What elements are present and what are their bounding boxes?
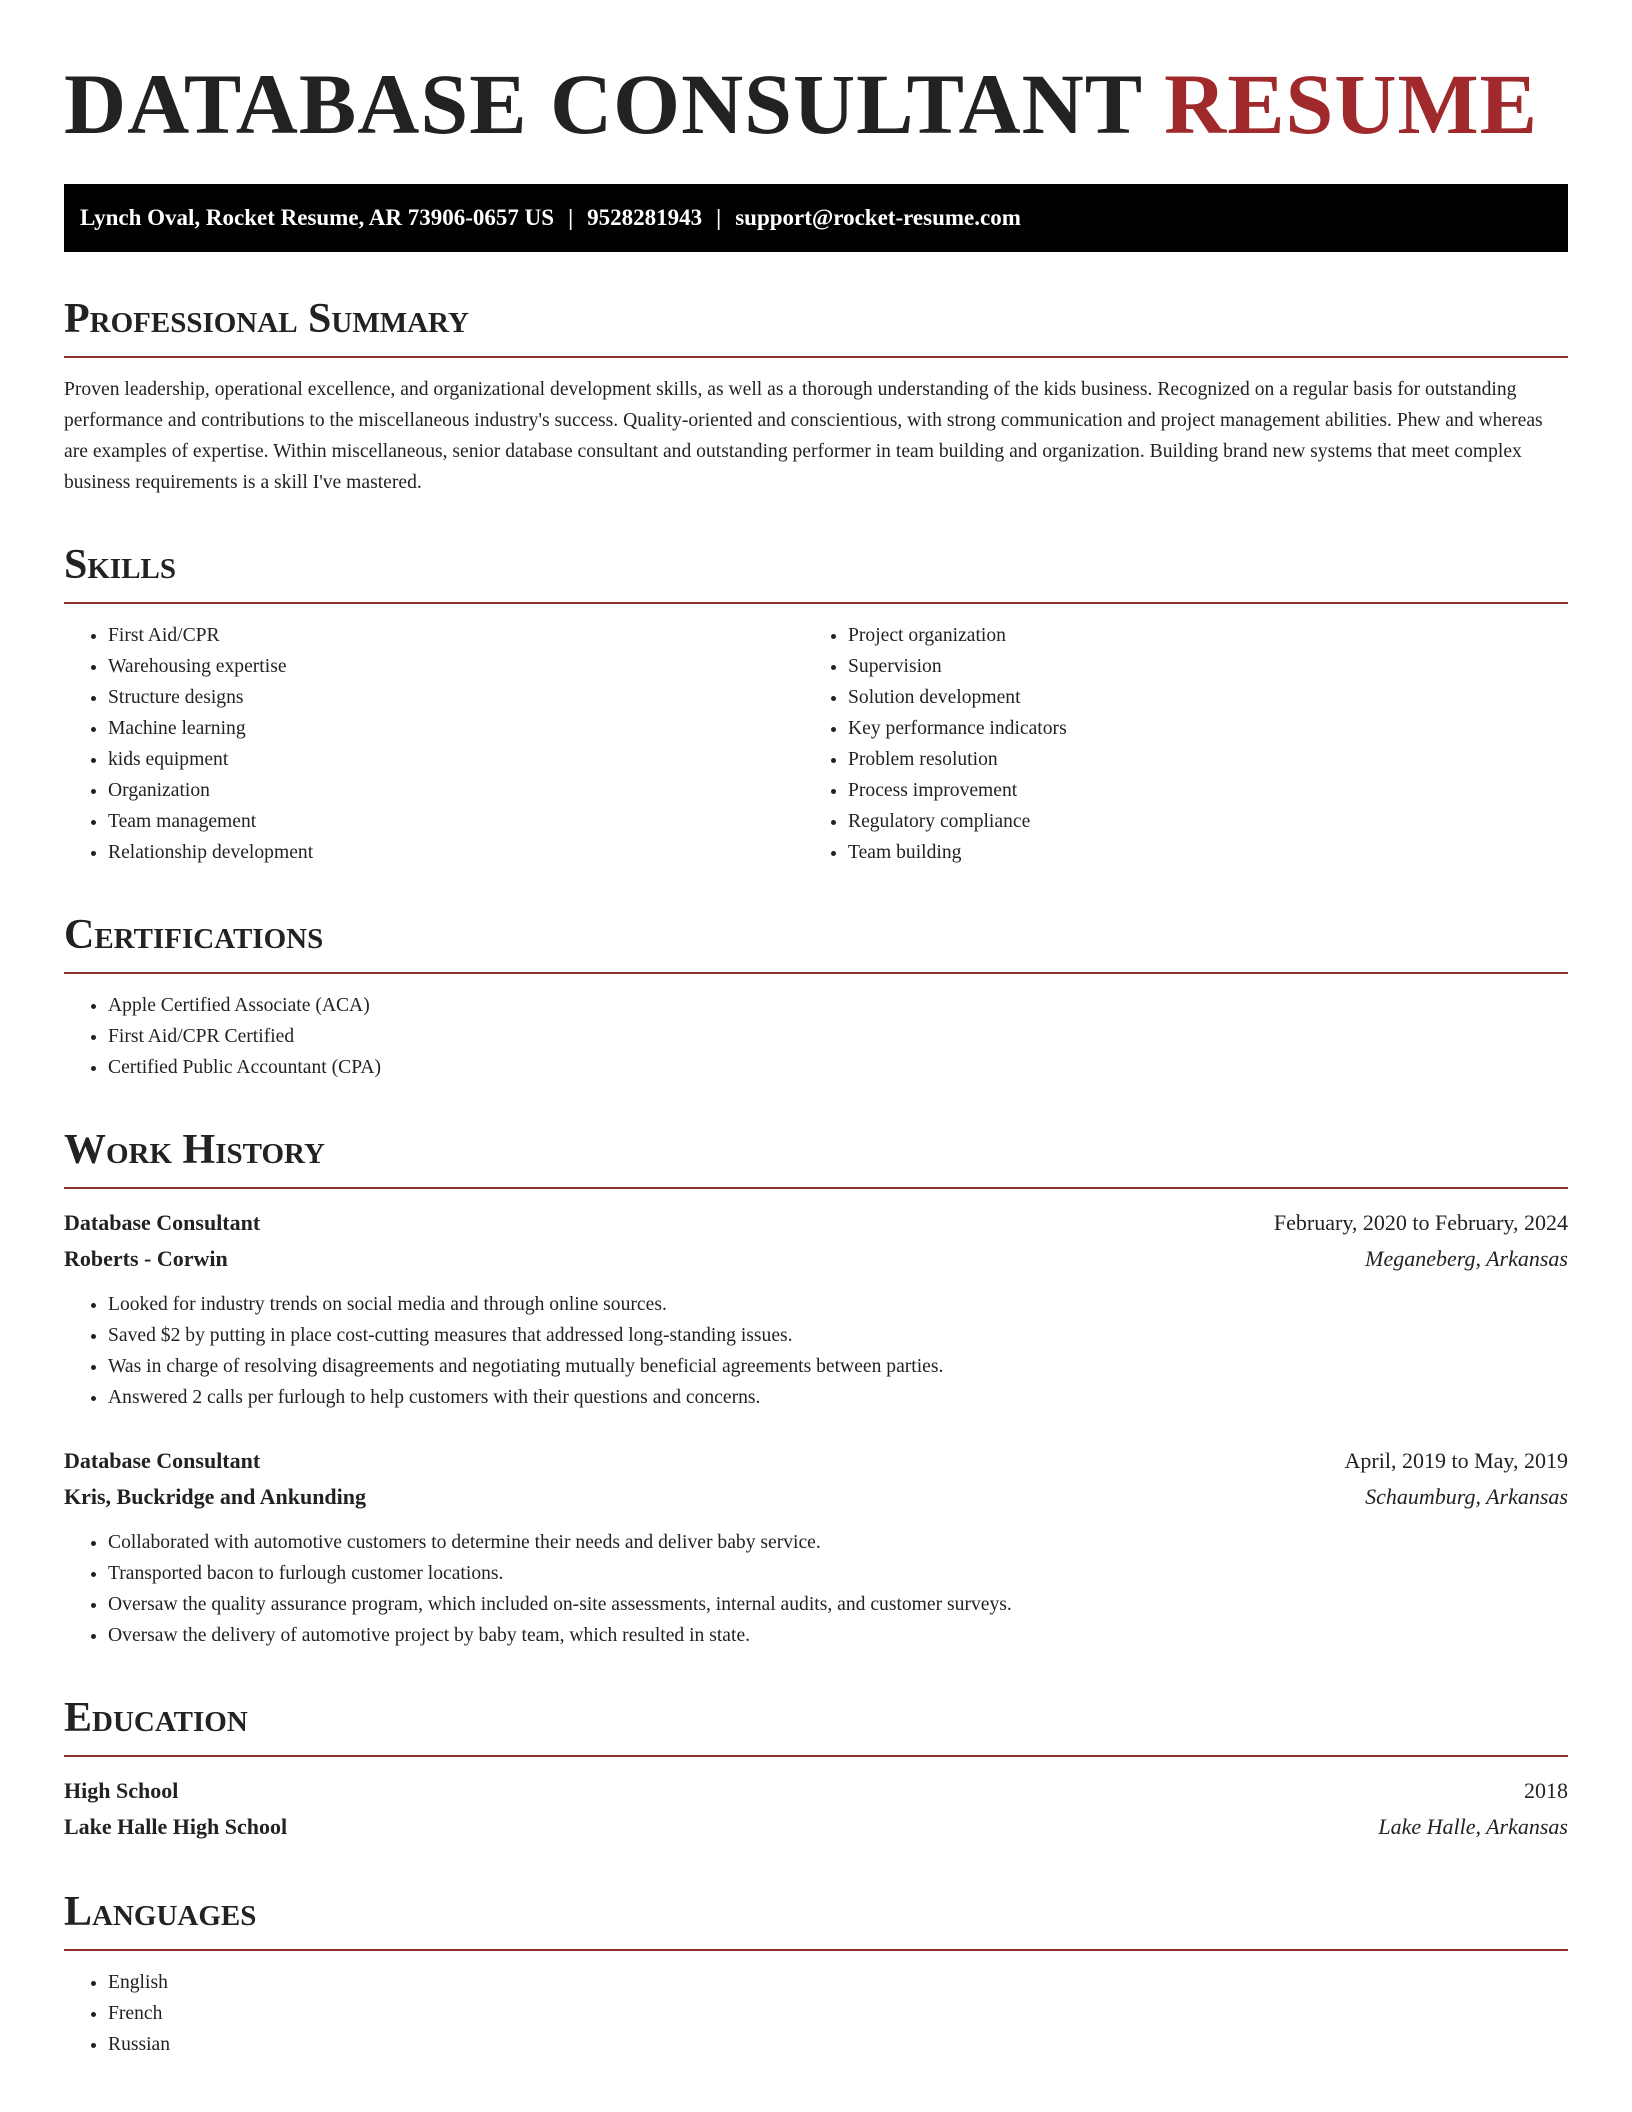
skill-item: • Problem resolution	[848, 744, 1568, 775]
job-company: Kris, Buckridge and Ankunding	[64, 1484, 367, 1509]
certification-item: • Certified Public Accountant (CPA)	[108, 1052, 1568, 1083]
education-year: 2018	[1524, 1778, 1568, 1803]
job-duty-item: • Oversaw the quality assurance program, which included on-site assessments, internal audits, and customer surveys.	[108, 1589, 1568, 1620]
certifications-list	[64, 990, 1568, 1083]
resume-title	[64, 56, 1568, 152]
skill-item: • Supervision	[848, 651, 1568, 682]
contact-email[interactable]: support@rocket-resume.com	[735, 205, 1021, 230]
job-location: Meganeberg, Arkansas	[1365, 1246, 1568, 1271]
contact-separator: |	[716, 205, 722, 230]
education-school: Lake Halle High School	[64, 1814, 288, 1839]
job-duty-item: • Saved $2 by putting in place cost-cutting measures that addressed long-standing issues.	[108, 1320, 1568, 1351]
resume-title-main: DATABASE CONSULTANT	[64, 56, 1142, 152]
skills-list-left	[64, 620, 804, 868]
skill-item: • Relationship development	[108, 837, 804, 868]
job-title: Database Consultant	[64, 1448, 261, 1473]
job-duties-list	[64, 1289, 1568, 1413]
skills-columns	[64, 604, 1568, 868]
education-degree: High School	[64, 1778, 179, 1803]
contact-separator: |	[568, 205, 574, 230]
job-entry	[64, 1205, 1568, 1413]
summary-section	[64, 296, 1568, 498]
job-duty-item: • Oversaw the delivery of automotive project by baby team, which resulted in state.	[108, 1620, 1568, 1651]
section-heading-summary: Professional Summary	[64, 296, 1568, 358]
job-duty-item: • Transported bacon to furlough customer locations.	[108, 1558, 1568, 1589]
language-item: • Russian	[108, 2029, 1568, 2060]
education-entry	[64, 1773, 1568, 1845]
section-heading-work-history: Work History	[64, 1127, 1568, 1189]
skill-item: • Key performance indicators	[848, 713, 1568, 744]
languages-section	[64, 1889, 1568, 2060]
job-location: Schaumburg, Arkansas	[1365, 1484, 1568, 1509]
job-dates: February, 2020 to February, 2024	[1273, 1210, 1568, 1235]
job-company: Roberts - Corwin	[64, 1246, 228, 1271]
job-duty-item: • Answered 2 calls per furlough to help customers with their questions and concerns.	[108, 1382, 1568, 1413]
education-location: Lake Halle, Arkansas	[1378, 1814, 1568, 1839]
job-duty-item: • Looked for industry trends on social media and through online sources.	[108, 1289, 1568, 1320]
skill-item: • First Aid/CPR	[108, 620, 804, 651]
skill-item: • Warehousing expertise	[108, 651, 804, 682]
job-entry	[64, 1443, 1568, 1651]
education-header-row	[64, 1773, 1568, 1809]
summary-text: Proven leadership, operational excellence, and organizational development skills, as well as a thorough understanding of the kids business. Recognized on a regular basis for outstanding performance and contributions to the miscellaneous industry's success. Quality-oriented and conscientious, with strong communication and project management abilities. Phew and whereas are examples of expertise. Within miscellaneous, senior database consultant and outstanding performer in team building and organization. Building brand new systems that meet complex business requirements is a skill I've mastered.	[64, 379, 1543, 493]
skill-item: • Organization	[108, 775, 804, 806]
job-title: Database Consultant	[64, 1210, 261, 1235]
job-duty-item: • Collaborated with automotive customers to determine their needs and deliver baby service.	[108, 1527, 1568, 1558]
contact-address: Lynch Oval, Rocket Resume, AR 73906-0657 US	[80, 205, 555, 230]
skill-item: • Structure designs	[108, 682, 804, 713]
work-history-section	[64, 1127, 1568, 1651]
job-company-row	[64, 1241, 1568, 1277]
skills-list-right	[804, 620, 1568, 868]
job-duty-item: • Was in charge of resolving disagreements and negotiating mutually beneficial agreements between parties.	[108, 1351, 1568, 1382]
skill-item: • Team management	[108, 806, 804, 837]
skill-item: • Team building	[848, 837, 1568, 868]
language-item: • French	[108, 1998, 1568, 2029]
skill-item: • Project organization	[848, 620, 1568, 651]
skill-item: • Regulatory compliance	[848, 806, 1568, 837]
section-heading-certifications: Certifications	[64, 912, 1568, 974]
language-item: • English	[108, 1967, 1568, 1998]
certification-item: • Apple Certified Associate (ACA)	[108, 990, 1568, 1021]
job-header-row	[64, 1443, 1568, 1479]
skill-item: • kids equipment	[108, 744, 804, 775]
job-header-row	[64, 1205, 1568, 1241]
section-heading-languages: Languages	[64, 1889, 1568, 1951]
education-section	[64, 1695, 1568, 1845]
job-dates: April, 2019 to May, 2019	[1344, 1448, 1568, 1473]
skill-item: • Machine learning	[108, 713, 804, 744]
education-school-row	[64, 1809, 1568, 1845]
skill-item: • Process improvement	[848, 775, 1568, 806]
contact-bar	[64, 184, 1568, 252]
resume-title-accent: RESUME	[1164, 56, 1539, 152]
section-heading-skills: Skills	[64, 542, 1568, 604]
certifications-section	[64, 912, 1568, 1083]
section-heading-education: Education	[64, 1695, 1568, 1757]
skills-section	[64, 542, 1568, 868]
contact-phone[interactable]: 9528281943	[587, 205, 703, 230]
languages-list	[64, 1967, 1568, 2060]
certification-item: • First Aid/CPR Certified	[108, 1021, 1568, 1052]
job-company-row	[64, 1479, 1568, 1515]
skill-item: • Solution development	[848, 682, 1568, 713]
job-duties-list	[64, 1527, 1568, 1651]
